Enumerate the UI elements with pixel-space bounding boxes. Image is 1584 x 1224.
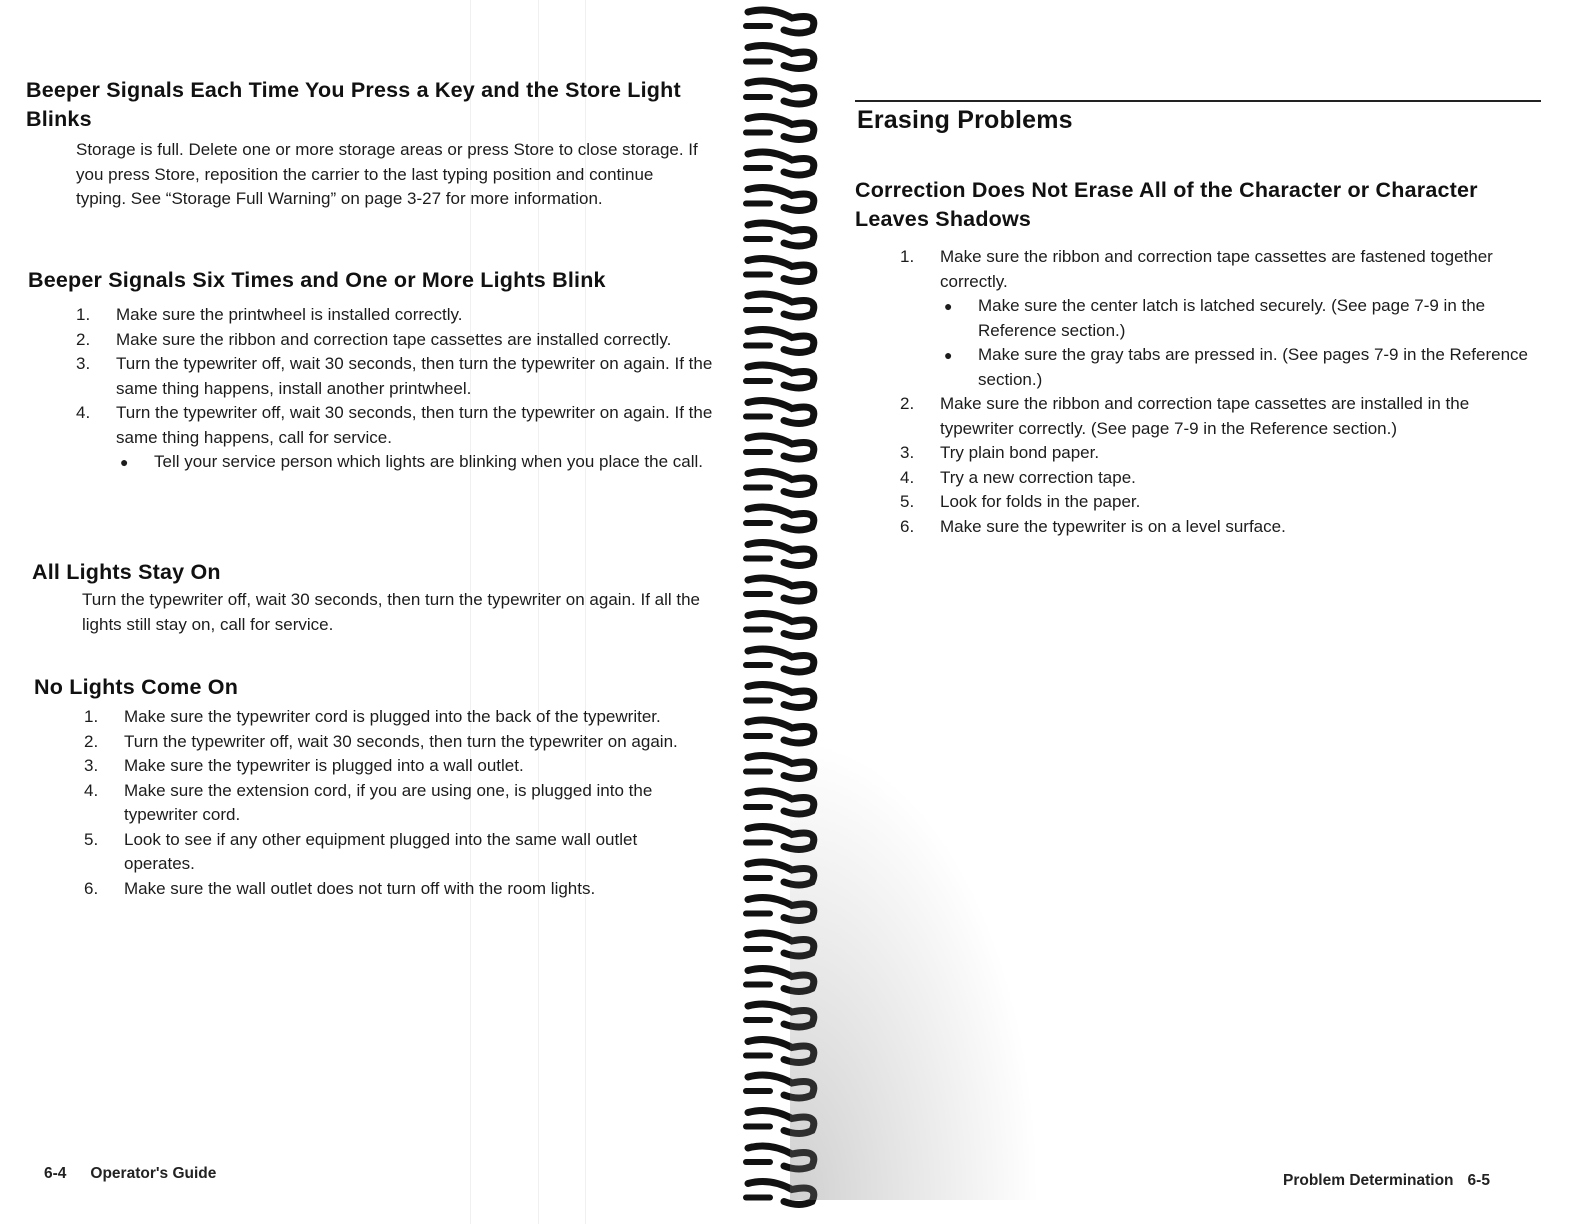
coil-ring — [748, 649, 814, 672]
coil-ring — [748, 223, 814, 246]
list-item: 5. Look to see if any other equipment plugged into the same wall outlet operates. — [84, 829, 638, 873]
coil-ring — [748, 543, 814, 566]
list-item: 3. Turn the typewriter off, wait 30 seconds, then turn the typewriter on again. If the same thing happens, install another printwheel. — [76, 354, 713, 398]
list-item: 4. Turn the typewriter off, wait 30 seconds, then turn the typewriter on again. If the same thing happens, call for service. ● Tell your service person which lights are blinking when you place the call. — [76, 401, 716, 475]
title-rule — [855, 100, 1541, 102]
coil-ring — [748, 365, 814, 388]
list-item: 2. Make sure the ribbon and correction tape cassettes are installed in the typewriter correctly. (See page 7-9 in the Reference section.) — [900, 394, 1470, 438]
coil-ring — [748, 81, 814, 104]
bullet-icon: ● — [944, 347, 953, 363]
list-item: 2. Make sure the ribbon and correction tape cassettes are installed correctly. — [76, 329, 672, 349]
list-item: 6. Make sure the wall outlet does not turn off with the room lights. — [84, 878, 596, 898]
steps-beeper-six-times — [76, 303, 716, 475]
list-item: 4. Try a new correction tape. — [900, 467, 1136, 487]
bullet-item: ● Make sure the center latch is latched securely. (See page 7-9 in the Reference section.) — [944, 296, 1486, 340]
list-item: 3. Try plain bond paper. — [900, 443, 1100, 462]
coil-ring — [748, 614, 814, 637]
left-page — [0, 0, 735, 1224]
list-item: 1. Make sure the ribbon and correction tape cassettes are fastened together correctly. ● Make sure the center latch is latched securely. (See page 7-9 in the Reference section.) ● Make sure the gray tabs are pressed in. (See pages 7-9 in the Reference section.) — [900, 245, 1540, 392]
bullet-item: ● Tell your service person which lights are blinking when you place the call. — [116, 450, 716, 475]
steps-no-lights — [84, 705, 712, 901]
coil-ring — [748, 294, 814, 317]
coil-ring — [748, 330, 814, 353]
coil-ring — [748, 401, 814, 424]
heading-all-lights-stay-on: All Lights Stay On — [32, 560, 221, 584]
coil-ring — [748, 46, 814, 69]
list-item: 6. Make sure the typewriter is on a level surface. — [900, 516, 1286, 536]
coil-ring — [748, 507, 814, 530]
coil-ring — [748, 117, 814, 140]
coil-ring — [748, 472, 814, 495]
bullet-icon: ● — [944, 298, 953, 314]
list-item: 3. Make sure the typewriter is plugged into a wall outlet. — [84, 756, 524, 775]
footer-title: Operator's Guide — [90, 1165, 217, 1182]
heading-beeper-six-times: Beeper Signals Six Times and One or More Lights Blink — [28, 268, 606, 292]
page-title: Erasing Problems — [857, 106, 1073, 134]
list-item: 1. Make sure the printwheel is installed correctly. — [76, 305, 463, 324]
page-number: 6-5 — [1467, 1172, 1490, 1189]
coil-ring — [748, 152, 814, 175]
list-item: 1. Make sure the typewriter cord is plugged into the back of the typewriter. — [84, 707, 661, 726]
steps-erasing — [900, 245, 1540, 539]
bullet-list — [116, 450, 716, 475]
bullet-list — [940, 294, 1540, 392]
list-item: 2. Turn the typewriter off, wait 30 seconds, then turn the typewriter on again. — [84, 731, 678, 751]
page-shadow — [790, 700, 1060, 1200]
coil-ring — [748, 10, 814, 33]
paragraph-storage-full: Storage is full. Delete one or more storage areas or press Store to close storage. If you press Store, reposition the carrier to the last typing position and continue typing. See “Storage Full Warning” on page 3-27 for more information. — [76, 140, 698, 208]
left-footer — [44, 1165, 216, 1183]
coil-ring — [748, 436, 814, 459]
bullet-icon: ● — [120, 454, 129, 470]
heading-no-lights-come-on: No Lights Come On — [34, 675, 239, 699]
heading-correction-does-not-erase: Correction Does Not Erase All of the Character or Character Leaves Shadows — [855, 178, 1478, 231]
list-item: 4. Make sure the extension cord, if you are using one, is plugged into the typewriter cord. — [84, 780, 653, 824]
footer-title: Problem Determination — [1283, 1172, 1454, 1189]
list-item: 5. Look for folds in the paper. — [900, 492, 1141, 511]
page-number: 6-4 — [44, 1165, 67, 1182]
bullet-item: ● Make sure the gray tabs are pressed in. (See pages 7-9 in the Reference section.) — [944, 345, 1528, 389]
coil-ring — [748, 259, 814, 282]
heading-beeper-store: Beeper Signals Each Time You Press a Key and the Store Light Blinks — [26, 78, 681, 131]
right-footer — [1283, 1172, 1490, 1190]
paragraph-all-lights: Turn the typewriter off, wait 30 seconds, then turn the typewriter on again. If all the lights still stay on, call for service. — [82, 590, 701, 634]
coil-ring — [748, 578, 814, 601]
coil-ring — [748, 188, 814, 211]
